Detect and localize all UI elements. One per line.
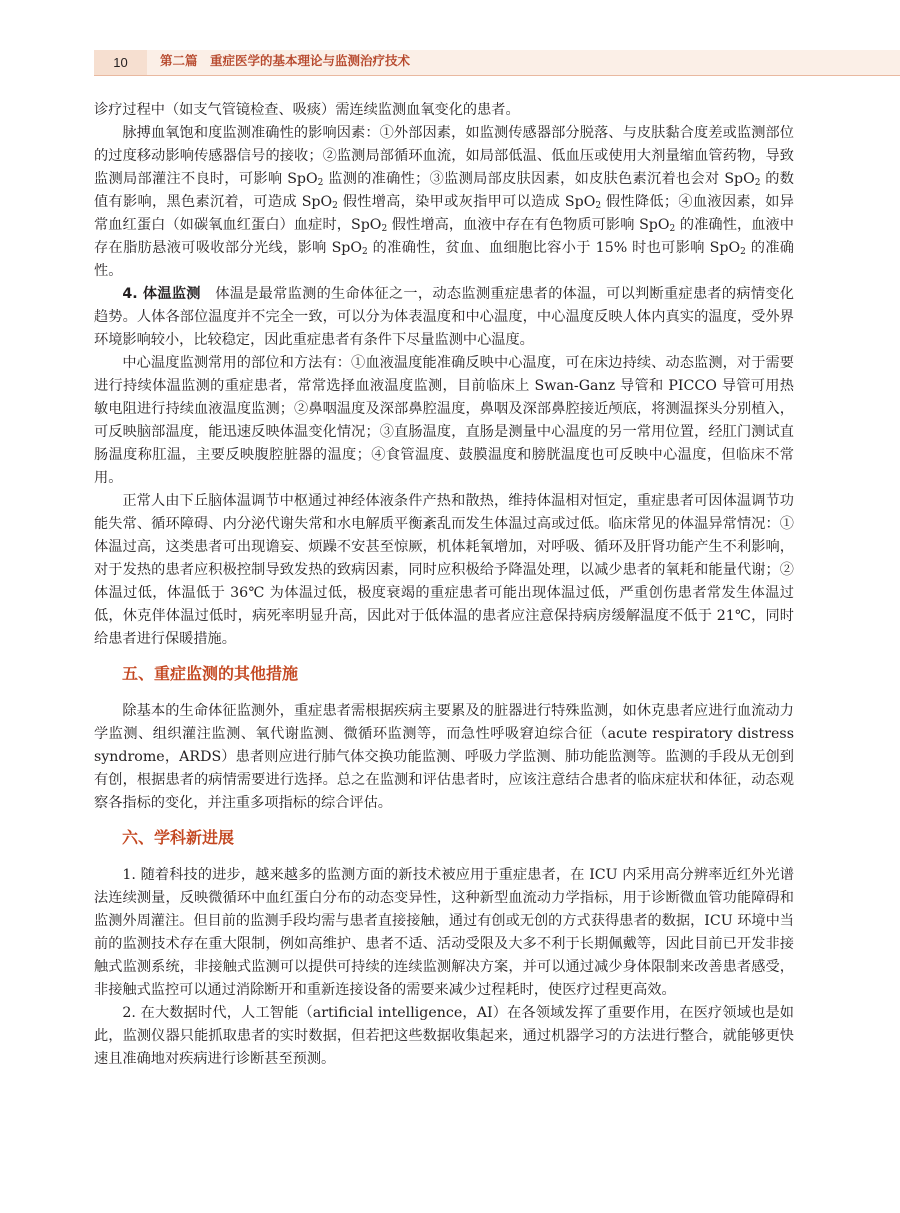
chapter-title: 第二篇 重症医学的基本理论与监测治疗技术 bbox=[160, 53, 411, 68]
page-body bbox=[94, 99, 794, 1071]
paragraph-continued: 诊疗过程中（如支气管镜检查、吸痰）需连续监测血氧变化的患者。 bbox=[94, 102, 520, 118]
paragraph-spo2-factors: 脉搏血氧饱和度监测准确性的影响因素：①外部因素，如监测传感器部分脱落、与皮肤黏合度差或监测部位的过度移动影响传感器信号的接收；②监测局部循环血流，如局部低温、低血压或使用大剂量缩血管药物，导致监测局部灌注不良时，可影响 SpO$_2$ 监测的准确性；③监测局部皮肤因素，如皮肤色素沉着也会对 SpO$_2$ 的数值有影响，黑色素沉着，可造成 SpO$_2$ 假性增高，染甲或灰指甲可以造成 SpO$_2$ 假性降低；④血液因素，如异常血红蛋白（如碳氧血红蛋白）血症时，SpO$_2$ 假性增高，血液中存在有色物质可影响 SpO$_2$ 的准确性，血液中存在脂肪悬液可吸收部分光线，影响 SpO$_2$ 的准确性，贫血、血细胞比容小于 15% 时也可影响 SpO$_2$ 的准确性。 bbox=[94, 125, 794, 279]
page-number-box bbox=[94, 50, 147, 76]
paragraph-special-monitoring: 除基本的生命体征监测外，重症患者需根据疾病主要累及的脏器进行特殊监测，如休克患者应进行血流动力学监测、组织灌注监测、氧代谢监测、微循环监测等，而急性呼吸窘迫综合征（acute respiratory distress syndrome，ARDS）患者则应进行肺气体交换功能监测、呼吸力学监测、肺功能监测等。监测的手段从无创到有创，根据患者的病情需要进行选择。总之在监测和评估患者时，应该注意结合患者的临床症状和体征，动态观察各指标的变化，并注重多项指标的综合评估。 bbox=[94, 703, 794, 811]
paragraph-progress-1: 1. 随着科技的进步，越来越多的监测方面的新技术被应用于重症患者，在 ICU 内采用高分辨率近红外光谱法连续测量，反映微循环中血红蛋白分布的动态变异性，这种新型血流动力学指标，用于诊断微血管功能障碍和监测外周灌注。但目前的监测手段均需与患者直接接触，通过有创或无创的方式获得患者的数据，ICU 环境中当前的监测技术存在重大限制，例如高维护、患者不适、活动受限及大多不利于长期佩戴等，因此目前已开发非接触式监测系统，非接触式监测可以提供可持续的连续监测解决方案，并可以通过减少身体限制来改善患者感受，非接触式监控可以通过消除断开和重新连接设备的需要来减少过程耗时，使医疗过程更高效。 bbox=[94, 867, 794, 998]
section-title-other-measures: 五、重症监测的其他措施 bbox=[122, 664, 299, 683]
header-rule bbox=[94, 75, 900, 76]
section-title-new-progress: 六、学科新进展 bbox=[122, 828, 235, 847]
item-title-temperature: 4. 体温监测 bbox=[122, 286, 201, 302]
paragraph-abnormal-temperature: 正常人由下丘脑体温调节中枢通过神经体液条件产热和散热，维持体温相对恒定，重症患者可因体温调节功能失常、循环障碍、内分泌代谢失常和水电解质平衡紊乱而发生体温过高或过低。临床常见的体温异常情况：①体温过高，这类患者可出现谵妄、烦躁不安甚至惊厥，机体耗氧增加，对呼吸、循环及肝肾功能产生不利影响，对于发热的患者应积极控制导致发热的致病因素，同时应积极给予降温处理，以减少患者的氧耗和能量代谢；②体温过低，体温低于 36℃ 为体温过低，极度衰竭的重症患者可能出现体温过低，严重创伤患者常发生体温过低，休克伴体温过低时，病死率明显升高，因此对于低体温的患者应注意保持病房缓解温度不低于 21℃，同时给患者进行保暖措施。 bbox=[94, 493, 794, 647]
paragraph-progress-2: 2. 在大数据时代，人工智能（artificial intelligence，AI）在各领域发挥了重要作用，在医疗领域也是如此，监测仪器只能抓取患者的实时数据，但若把这些数据收集起来，通过机器学习的方法进行整合，就能够更快速且准确地对疾病进行诊断甚至预测。 bbox=[94, 1005, 794, 1067]
page-number: 10 bbox=[113, 55, 128, 70]
paragraph-core-temperature: 中心温度监测常用的部位和方法有：①血液温度能准确反映中心温度，可在床边持续、动态监测，对于需要进行持续体温监测的重症患者，常常选择血液温度监测，目前临床上 Swan-Ganz 导管和 PICCO 导管可用热敏电阻进行持续血液温度监测；②鼻咽温度及深部鼻腔温度，鼻咽及深部鼻腔接近颅底，将测温探头分别植入，可反映脑部温度，能迅速反映体温变化情况；③直肠温度，直肠是测量中心温度的另一常用位置，经肛门测试直肠温度称肛温，主要反映腹腔脏器的温度；④食管温度、鼓膜温度和膀胱温度也可反映中心温度，但临床不常用。 bbox=[94, 355, 794, 486]
paragraph-temperature-intro: 4. 体温监测 体温是最常监测的生命体征之一，动态监测重症患者的体温，可以判断重症患者的病情变化趋势。人体各部位温度并不完全一致，可以分为体表温度和中心温度，中心温度反映人体内真实的温度，受外界环境影响较小，比较稳定，因此重症患者有条件下尽量监测中心温度。 bbox=[94, 286, 794, 348]
running-header bbox=[94, 50, 900, 76]
